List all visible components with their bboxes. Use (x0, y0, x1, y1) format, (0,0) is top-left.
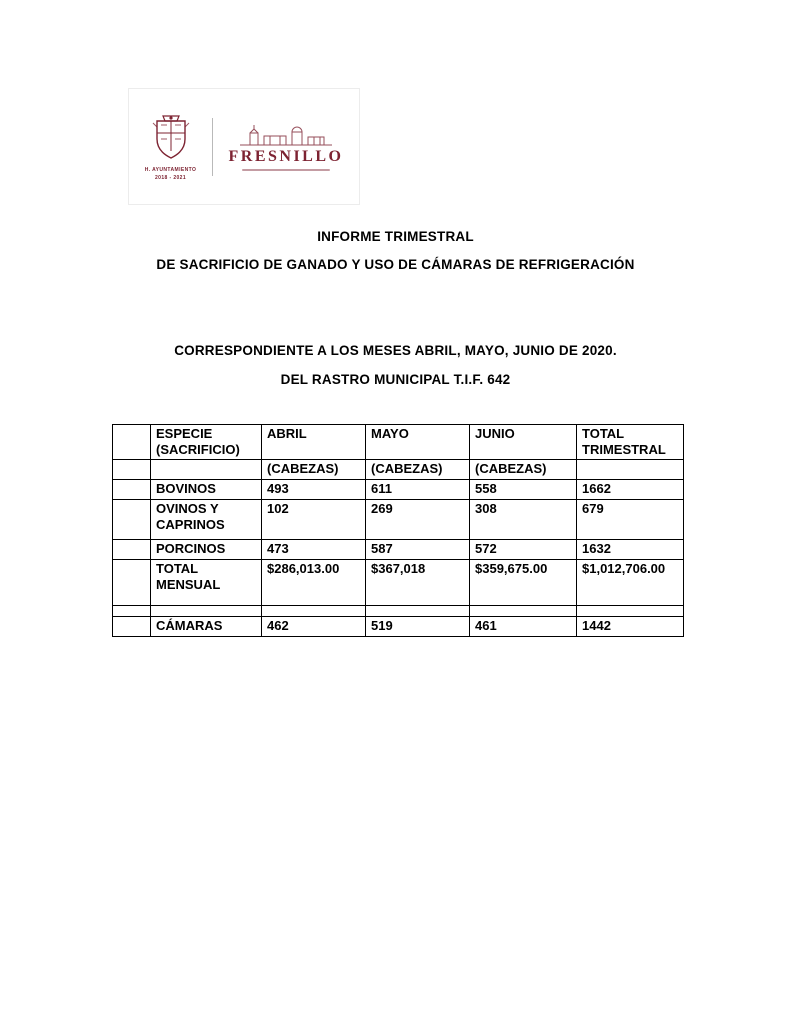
spacer-cell (577, 606, 684, 617)
cell-abril: 102 (262, 500, 366, 540)
table-row-bovinos (113, 480, 684, 500)
coat-of-arms-icon (149, 113, 193, 165)
report-facility: DEL RASTRO MUNICIPAL T.I.F. 642 (280, 372, 511, 387)
cell-total: 679 (577, 500, 684, 540)
table-row-camaras (113, 617, 684, 637)
spacer-cell (366, 606, 470, 617)
report-subtitle: DE SACRIFICIO DE GANADO Y USO DE CÁMARAS DE REFRIGERACIÓN (156, 257, 635, 272)
spacer-cell (113, 606, 151, 617)
cell-junio: 461 (470, 617, 577, 637)
subheader-empty-cell (577, 460, 684, 480)
cell-mayo: 269 (366, 500, 470, 540)
cell-total: $1,012,706.00 (577, 560, 684, 606)
brand-column (223, 123, 349, 171)
logo-divider (212, 118, 213, 176)
row-label: CÁMARAS (151, 617, 262, 637)
municipality-name: H. AYUNTAMIENTO (144, 166, 197, 173)
brand-wordmark: FRESNILLO (228, 147, 344, 165)
header-especie: ESPECIE (SACRIFICIO) (151, 425, 262, 460)
report-period: CORRESPONDIENTE A LOS MESES ABRIL, MAYO, JUNIO DE 2020. (174, 343, 617, 358)
table-row-porcinos (113, 540, 684, 560)
cell-total: 1662 (577, 480, 684, 500)
slaughter-report-table (112, 424, 684, 637)
cell-abril: 462 (262, 617, 366, 637)
cell-junio: 558 (470, 480, 577, 500)
cell-mayo: 611 (366, 480, 470, 500)
subheader-cabezas-mayo: (CABEZAS) (366, 460, 470, 480)
row-empty-cell (113, 560, 151, 606)
table-row-total-mensual (113, 560, 684, 606)
cell-junio: 308 (470, 500, 577, 540)
header-empty-cell (113, 425, 151, 460)
cell-junio: 572 (470, 540, 577, 560)
cell-abril: 493 (262, 480, 366, 500)
subheader-cabezas-abril: (CABEZAS) (262, 460, 366, 480)
cell-total: 1632 (577, 540, 684, 560)
cell-abril: 473 (262, 540, 366, 560)
row-label: PORCINOS (151, 540, 262, 560)
header-total: TOTAL TRIMESTRAL (577, 425, 684, 460)
report-title: INFORME TRIMESTRAL (317, 229, 474, 244)
header-junio: JUNIO (470, 425, 577, 460)
row-label: TOTAL MENSUAL (151, 560, 262, 606)
subheader-cabezas-junio: (CABEZAS) (470, 460, 577, 480)
building-illustration-icon (236, 123, 336, 147)
crest-column (139, 113, 202, 181)
municipality-term: 2018 - 2021 (154, 174, 187, 181)
row-empty-cell (113, 617, 151, 637)
table-spacer-row (113, 606, 684, 617)
spacer-cell (262, 606, 366, 617)
table-header-row (113, 425, 684, 460)
row-empty-cell (113, 540, 151, 560)
cell-mayo: 519 (366, 617, 470, 637)
row-label: BOVINOS (151, 480, 262, 500)
cell-total: 1442 (577, 617, 684, 637)
subheader-empty-cell (113, 460, 151, 480)
table-subheader-row (113, 460, 684, 480)
subheader-empty-cell (151, 460, 262, 480)
table-row-ovinos-caprinos (113, 500, 684, 540)
cell-abril: $286,013.00 (262, 560, 366, 606)
row-empty-cell (113, 500, 151, 540)
municipal-logo (128, 88, 360, 205)
spacer-cell (470, 606, 577, 617)
spacer-cell (151, 606, 262, 617)
cell-junio: $359,675.00 (470, 560, 577, 606)
row-label: OVINOS Y CAPRINOS (151, 500, 262, 540)
cell-mayo: $367,018 (366, 560, 470, 606)
row-empty-cell (113, 480, 151, 500)
cell-mayo: 587 (366, 540, 470, 560)
brand-tagline-line (242, 169, 330, 171)
header-mayo: MAYO (366, 425, 470, 460)
header-abril: ABRIL (262, 425, 366, 460)
